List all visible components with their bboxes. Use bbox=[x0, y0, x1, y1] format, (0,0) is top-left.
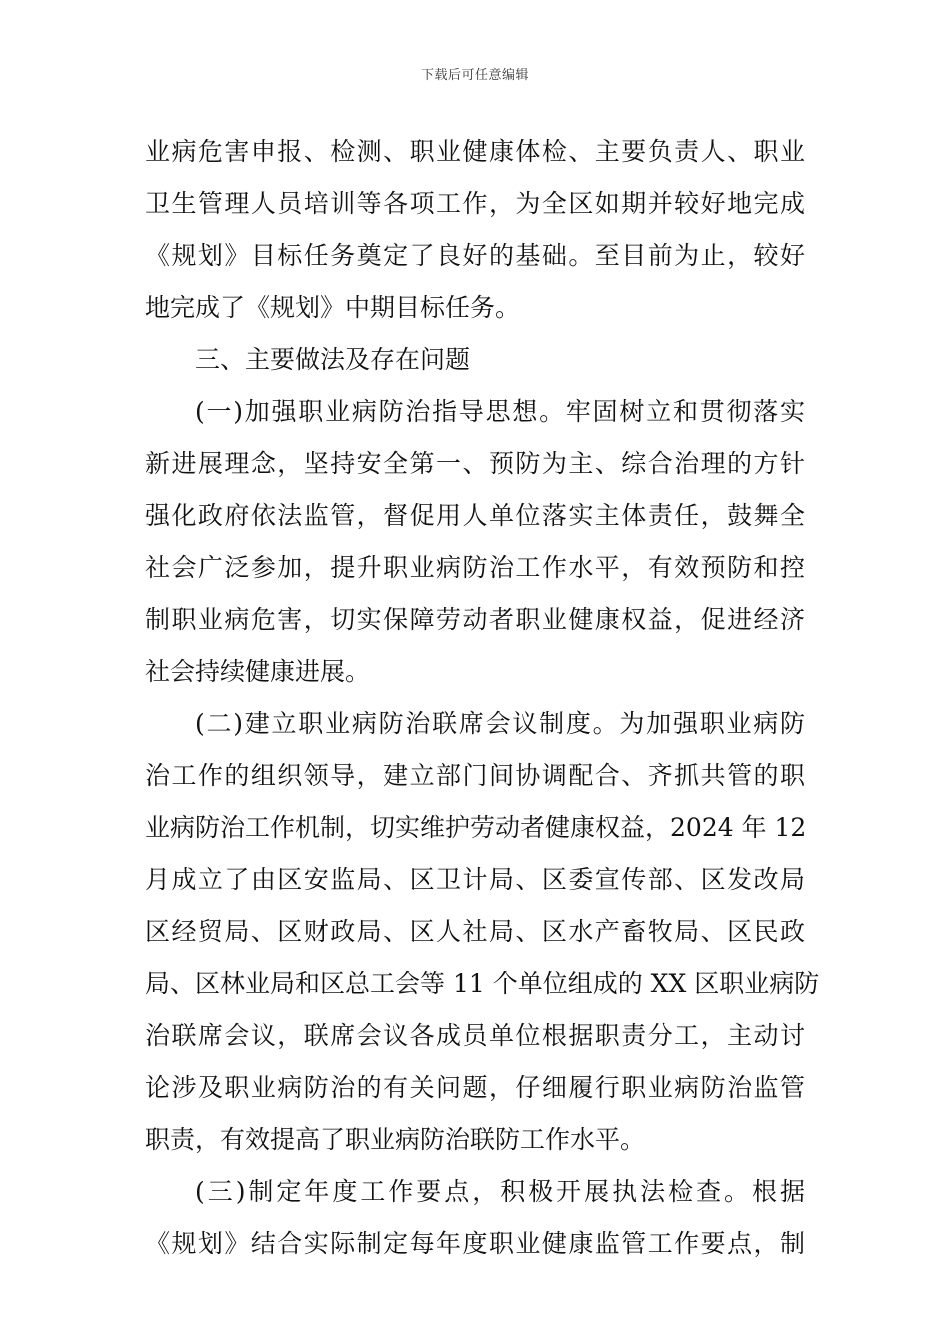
paragraph-line: 《规划》结合实际制定每年度职业健康监管工作要点，制 bbox=[145, 1229, 805, 1258]
section-heading: 三、主要做法及存在问题 bbox=[195, 345, 471, 374]
paragraph-line: 社会广泛参加，提升职业病防治工作水平，有效预防和控 bbox=[145, 553, 805, 582]
paragraph-line: (一)加强职业病防治指导思想。牢固树立和贯彻落实 bbox=[195, 397, 805, 426]
paragraph-line: 治联席会议，联席会议各成员单位根据职责分工，主动讨 bbox=[145, 1021, 805, 1050]
paragraph-line: 区经贸局、区财政局、区人社局、区水产畜牧局、区民政 bbox=[145, 917, 805, 946]
paragraph-line: 卫生管理人员培训等各项工作，为全区如期并较好地完成 bbox=[145, 189, 805, 218]
paragraph-line: 职责，有效提高了职业病防治联防工作水平。 bbox=[145, 1125, 646, 1154]
paragraph-line: 新进展理念，坚持安全第一、预防为主、综合治理的方针 bbox=[145, 449, 805, 478]
paragraph-line: 业病危害申报、检测、职业健康体检、主要负责人、职业 bbox=[145, 137, 805, 166]
paragraph-line: 局、区林业局和区总工会等 11 个单位组成的 XX 区职业病防 bbox=[145, 969, 820, 998]
paragraph-line: 地完成了《规划》中期目标任务。 bbox=[145, 293, 521, 322]
paragraph-line: 社会持续健康进展。 bbox=[145, 657, 371, 686]
paragraph-line: (二)建立职业病防治联席会议制度。为加强职业病防 bbox=[195, 709, 805, 738]
paragraph-line: 论涉及职业病防治的有关问题，仔细履行职业病防治监管 bbox=[145, 1073, 805, 1102]
paragraph-line: 《规划》目标任务奠定了良好的基础。至目前为止，较好 bbox=[145, 241, 805, 270]
document-body bbox=[145, 126, 820, 1270]
paragraph-line: 强化政府依法监管，督促用人单位落实主体责任，鼓舞全 bbox=[145, 501, 805, 530]
page-header: 下载后可任意编辑 bbox=[420, 68, 529, 83]
paragraph-line: 业病防治工作机制，切实维护劳动者健康权益，2024 年 12 bbox=[145, 813, 807, 842]
paragraph-line: (三)制定年度工作要点，积极开展执法检查。根据 bbox=[195, 1177, 805, 1206]
paragraph-line: 治工作的组织领导，建立部门间协调配合、齐抓共管的职 bbox=[145, 761, 805, 790]
paragraph-line: 月成立了由区安监局、区卫计局、区委宣传部、区发改局 bbox=[145, 865, 805, 894]
paragraph-line: 制职业病危害，切实保障劳动者职业健康权益，促进经济 bbox=[145, 605, 805, 634]
